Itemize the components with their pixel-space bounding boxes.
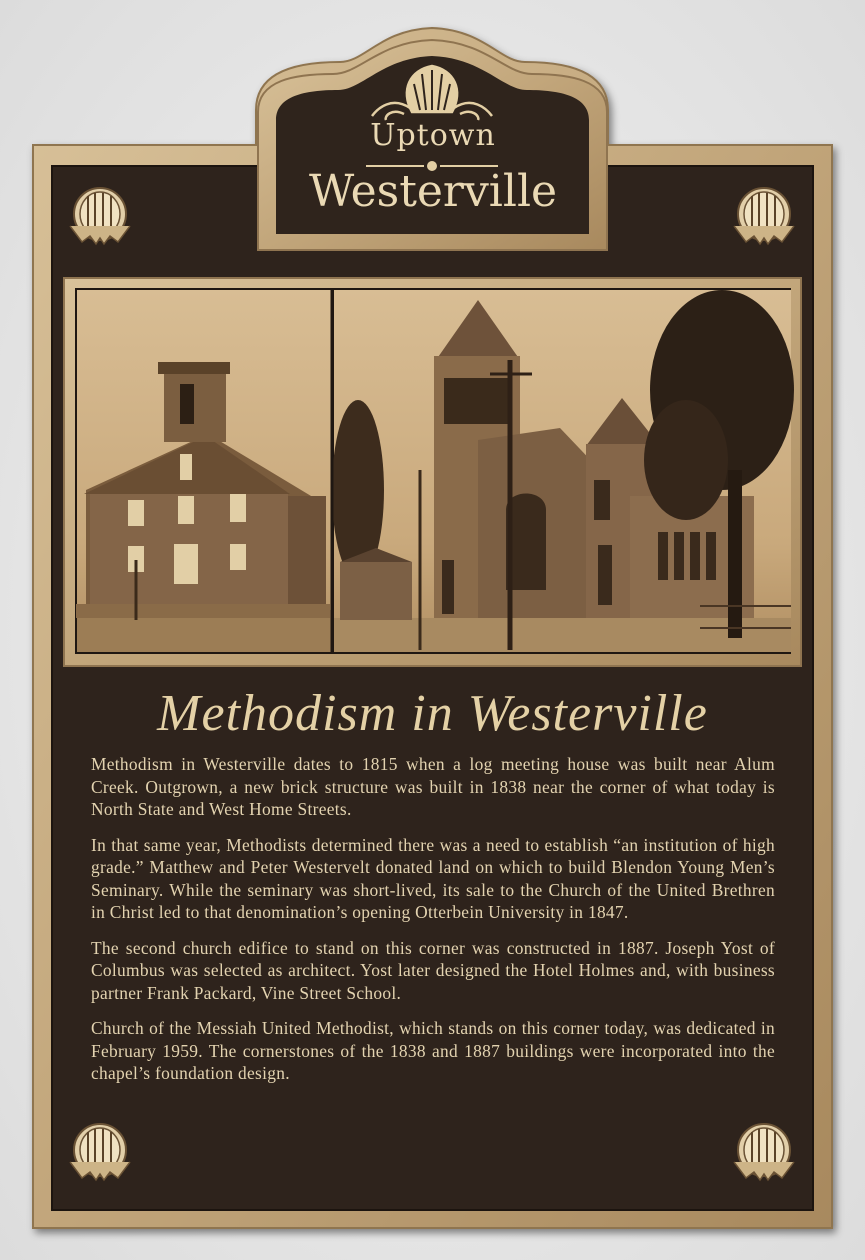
plaque-title: Methodism in Westerville <box>157 685 708 742</box>
logo-uptown: Uptown <box>370 118 496 153</box>
plaque-body <box>91 753 775 1098</box>
logo-westerville: Westerville <box>308 166 558 217</box>
paragraph: The second church edifice to stand on this corner was constructed in 1887. Joseph Yost of Columbus was selected as architect. Yost later designed the Hotel Holmes and, with business partner Frank Packard, Vine Street School. <box>91 937 775 1003</box>
paragraph: Church of the Messiah United Methodist, which stands on this corner today, was dedicated in February 1959. The cornerstones of the 1838 and 1887 buildings were incorporated into the chapel’s foundation design. <box>91 1018 775 1083</box>
photo-left <box>76 290 331 652</box>
photo-right <box>332 290 794 652</box>
paragraph: Methodism in Westerville dates to 1815 when a log meeting house was built near Alum Creek. Outgrown, a new brick structure was built in 1838 near the corner of what today is North State and West Home Streets. <box>91 754 775 819</box>
paragraph: In that same year, Methodists determined there was a need to establish “an institution of high grade.” Matthew and Peter Westervelt donated land on which to build Blendon Young Men’s Seminary. While the seminary was short-lived, its sale to the Church of the United Brethren in Christ led to that denomination’s opening Otterbein University in 1847. <box>91 834 775 922</box>
